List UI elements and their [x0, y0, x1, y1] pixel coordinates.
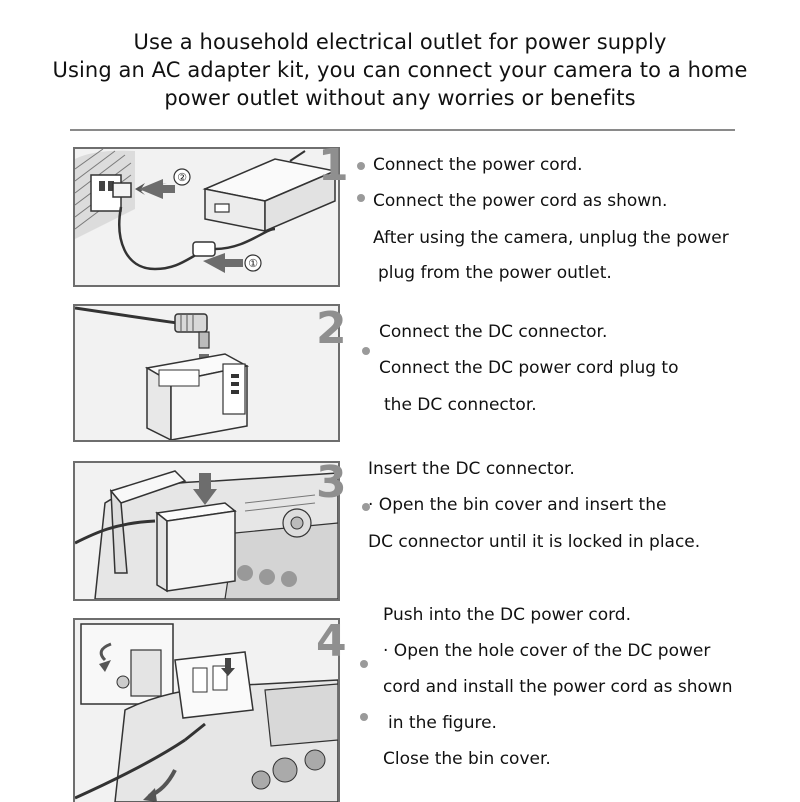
step2-illustration [73, 304, 340, 442]
step2-line3: the DC connector. [384, 395, 537, 415]
header-subtitle-line1: Using an AC adapter kit, you can connect your camera to a home [52, 58, 748, 82]
step4-line5: Close the bin cover. [383, 749, 551, 769]
step2-line1: Connect the DC connector. [379, 322, 608, 342]
step1-bullet-b [357, 194, 365, 202]
step2-bullet [362, 347, 370, 355]
callout-1: ① [248, 257, 258, 270]
step4-line1: Push into the DC power cord. [383, 605, 631, 625]
step4-bullet-b [360, 713, 368, 721]
dc-cord-hole-illustration [75, 620, 338, 802]
step3-illustration [73, 461, 340, 601]
step3-line3: DC connector until it is locked in place. [368, 532, 701, 552]
step1-line4: plug from the power outlet. [378, 263, 612, 283]
step2-number: 2 [316, 303, 347, 354]
dc-connector-illustration [75, 306, 338, 440]
step3-line2: · Open the bin cover and insert the [368, 495, 667, 515]
page-header [0, 28, 800, 112]
insert-dc-connector-illustration [75, 463, 338, 599]
step2-line2: Connect the DC power cord plug to [379, 358, 679, 378]
step3-line1: Insert the DC connector. [368, 459, 575, 479]
step1-illustration [73, 147, 340, 287]
step1-line2: Connect the power cord as shown. [373, 191, 668, 211]
header-subtitle-line2: power outlet without any worries or benefits [164, 86, 636, 110]
step3-number: 3 [316, 457, 347, 508]
step1-bullet-a [357, 162, 365, 170]
header-title: Use a household electrical outlet for power supply [133, 30, 667, 54]
callout-2: ② [177, 171, 187, 184]
step4-line3: cord and install the power cord as shown [383, 677, 733, 697]
step4-bullet-a [360, 660, 368, 668]
step1-number: 1 [318, 140, 349, 191]
step4-number: 4 [316, 616, 347, 667]
step1-line1: Connect the power cord. [373, 155, 583, 175]
step4-line4: in the figure. [388, 713, 497, 733]
step4-line2: · Open the hole cover of the DC power [383, 641, 711, 661]
header-divider [70, 129, 735, 131]
step1-line3: After using the camera, unplug the power [373, 228, 729, 248]
step4-illustration [73, 618, 340, 802]
power-cord-outlet-illustration [75, 149, 338, 285]
